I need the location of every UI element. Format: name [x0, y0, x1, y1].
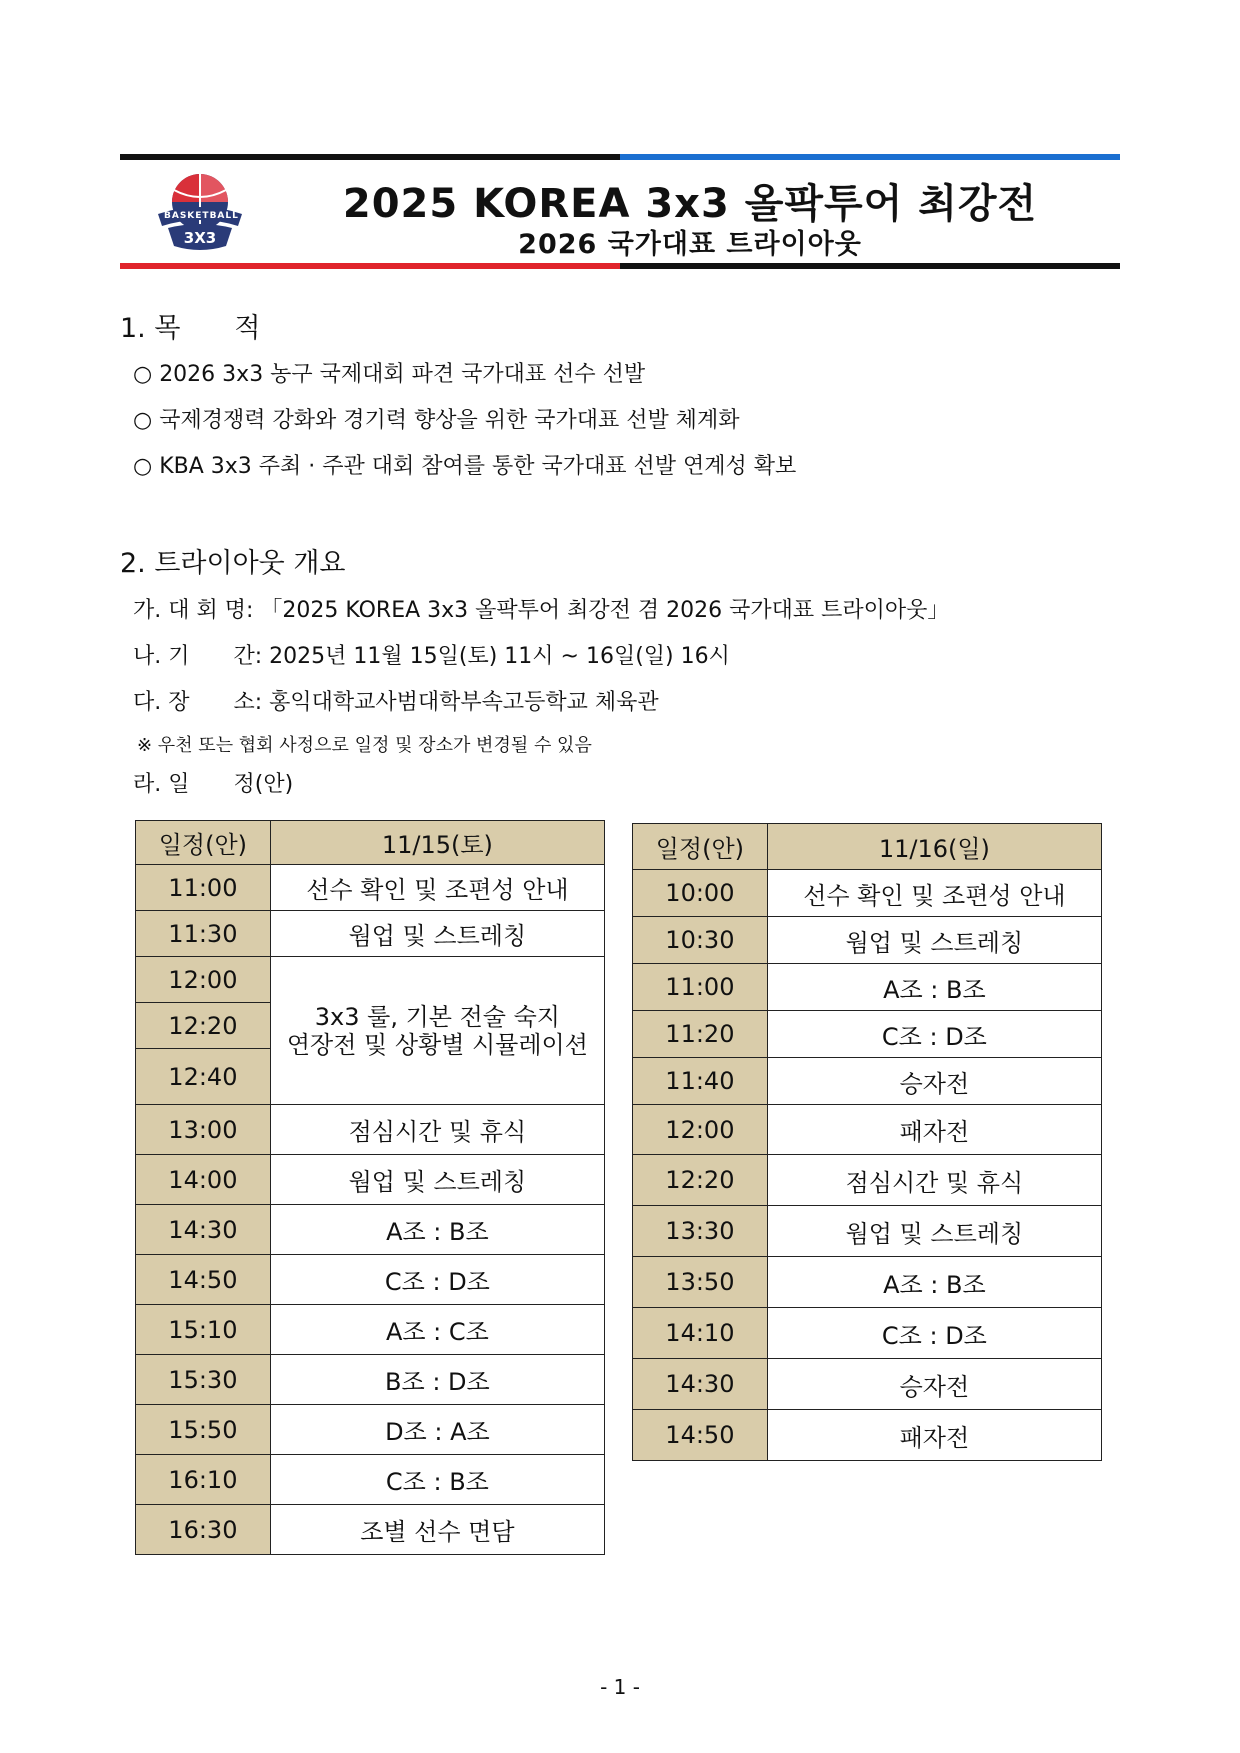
event-cell: A조 : C조 — [270, 1305, 604, 1355]
schedule-table-day1 — [135, 820, 605, 1555]
header-date: 11/15(토) — [270, 821, 604, 865]
page-subtitle: 2026 국가대표 트라이아웃 — [518, 229, 862, 260]
time-cell: 11:30 — [136, 911, 271, 957]
event-cell: 승자전 — [767, 1058, 1101, 1105]
time-cell: 12:40 — [136, 1049, 271, 1105]
event-cell: A조 : B조 — [767, 1257, 1101, 1308]
event-cell-merged — [270, 957, 604, 1105]
time-cell: 14:10 — [633, 1308, 768, 1359]
section1-bullet: ○ KBA 3x3 주최 · 주관 대회 참여를 통한 국가대표 선발 연계성 확보 — [133, 454, 797, 479]
event-cell: C조 : D조 — [270, 1255, 604, 1305]
time-cell: 12:00 — [633, 1105, 768, 1155]
section1-bullet: ○ 국제경쟁력 강화와 경기력 향상을 위한 국가대표 선발 체계화 — [133, 408, 740, 433]
section2-item-name: 가. 대 회 명: 「2025 KOREA 3x3 올팍투어 최강전 겸 2026 국가대표 트라이아웃」 — [133, 598, 950, 623]
section2-item-period: 나. 기 간: 2025년 11월 15일(토) 11시 ~ 16일(일) 16시 — [133, 644, 730, 669]
event-cell: C조 : D조 — [767, 1308, 1101, 1359]
time-cell: 13:50 — [633, 1257, 768, 1308]
event-cell: C조 : D조 — [767, 1011, 1101, 1058]
event-cell: C조 : B조 — [270, 1455, 604, 1505]
header-top-bar-blue — [620, 154, 1120, 160]
time-cell: 13:00 — [136, 1105, 271, 1155]
section2-item-venue: 다. 장 소: 홍익대학교사범대학부속고등학교 체육관 — [133, 690, 659, 715]
event-cell: 웜업 및 스트레칭 — [767, 917, 1101, 964]
header-time: 일정(안) — [633, 824, 768, 870]
time-cell: 11:40 — [633, 1058, 768, 1105]
section2-schedule-label: 라. 일 정(안) — [133, 772, 294, 797]
time-cell: 10:00 — [633, 870, 768, 917]
event-cell: 패자전 — [767, 1105, 1101, 1155]
time-cell: 12:20 — [633, 1155, 768, 1206]
time-cell: 15:10 — [136, 1305, 271, 1355]
event-cell: 선수 확인 및 조편성 안내 — [270, 865, 604, 911]
event-cell: 점심시간 및 휴식 — [767, 1155, 1101, 1206]
page-number: - 1 - — [600, 1675, 640, 1699]
time-cell: 14:50 — [136, 1255, 271, 1305]
event-cell: 웜업 및 스트레칭 — [270, 911, 604, 957]
event-cell: 조별 선수 면담 — [270, 1505, 604, 1555]
header-bottom-bar-red — [120, 263, 620, 269]
time-cell: 11:00 — [633, 964, 768, 1011]
header-top-bar-black — [120, 154, 620, 160]
header-bottom-bar-black — [620, 263, 1120, 269]
section2-heading: 2. 트라이아웃 개요 — [120, 548, 346, 579]
event-cell: 패자전 — [767, 1410, 1101, 1461]
logo-text-top: BASKETBALL — [164, 211, 239, 221]
merged-line: 연장전 및 상황별 시뮬레이션 — [286, 1030, 588, 1059]
page-title: 2025 KOREA 3x3 올팍투어 최강전 — [342, 181, 1038, 227]
event-cell: 선수 확인 및 조편성 안내 — [767, 870, 1101, 917]
event-cell: 승자전 — [767, 1359, 1101, 1410]
event-cell: D조 : A조 — [270, 1405, 604, 1455]
basketball-3x3-logo — [150, 170, 250, 256]
time-cell: 10:30 — [633, 917, 768, 964]
event-cell: 웜업 및 스트레칭 — [270, 1155, 604, 1205]
time-cell: 16:30 — [136, 1505, 271, 1555]
section2-note: ※ 우천 또는 협회 사정으로 일정 및 장소가 변경될 수 있음 — [137, 735, 592, 756]
event-cell: 웜업 및 스트레칭 — [767, 1206, 1101, 1257]
time-cell: 13:30 — [633, 1206, 768, 1257]
schedule-table-day2 — [632, 823, 1102, 1461]
time-cell: 14:30 — [633, 1359, 768, 1410]
event-cell: A조 : B조 — [270, 1205, 604, 1255]
header-date: 11/16(일) — [767, 824, 1101, 870]
section1-bullet: ○ 2026 3x3 농구 국제대회 파견 국가대표 선수 선발 — [133, 362, 646, 387]
time-cell: 15:30 — [136, 1355, 271, 1405]
time-cell: 12:20 — [136, 1003, 271, 1049]
time-cell: 14:50 — [633, 1410, 768, 1461]
time-cell: 11:20 — [633, 1011, 768, 1058]
time-cell: 14:00 — [136, 1155, 271, 1205]
merged-line: 3x3 룰, 기본 전술 숙지 — [314, 1002, 560, 1031]
time-cell: 11:00 — [136, 865, 271, 911]
time-cell: 15:50 — [136, 1405, 271, 1455]
event-cell: A조 : B조 — [767, 964, 1101, 1011]
time-cell: 12:00 — [136, 957, 271, 1003]
event-cell: B조 : D조 — [270, 1355, 604, 1405]
time-cell: 14:30 — [136, 1205, 271, 1255]
logo-text-bottom: 3X3 — [183, 229, 217, 247]
header-time: 일정(안) — [136, 821, 271, 865]
section1-heading: 1. 목 적 — [120, 313, 261, 344]
time-cell: 16:10 — [136, 1455, 271, 1505]
event-cell: 점심시간 및 휴식 — [270, 1105, 604, 1155]
